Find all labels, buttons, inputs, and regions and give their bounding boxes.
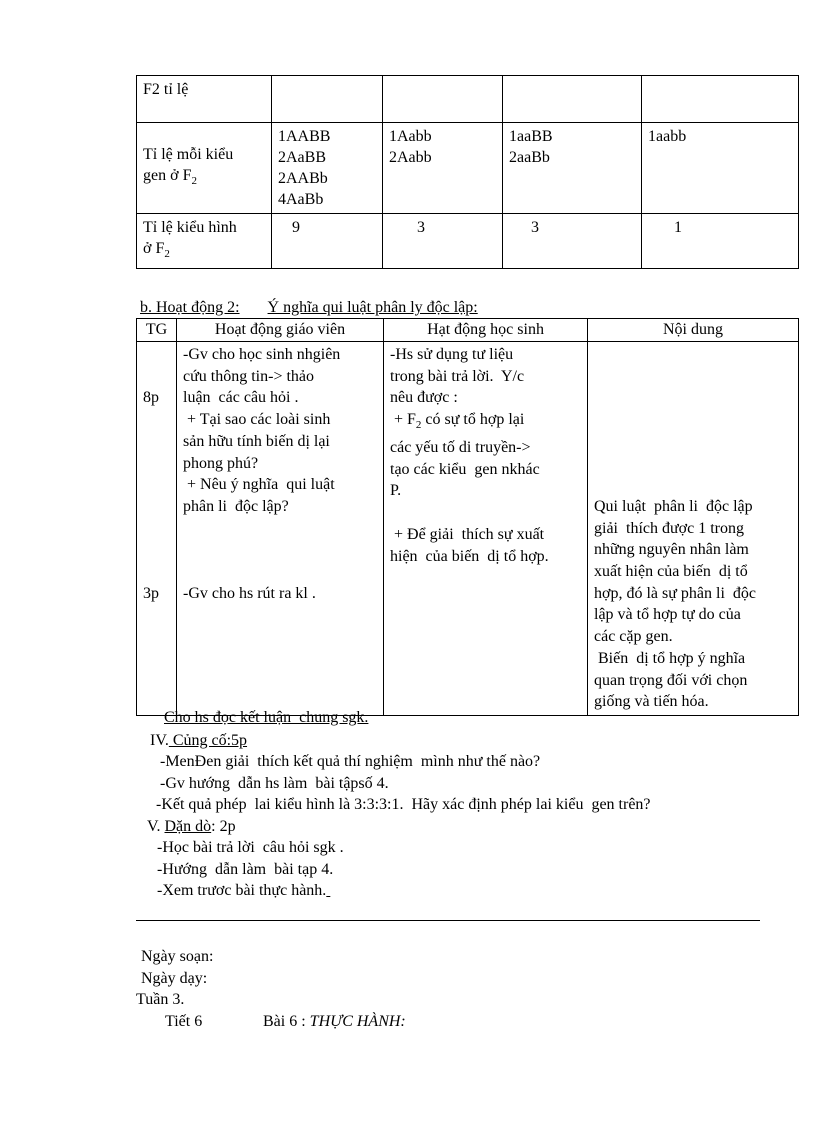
table1-cell: 1aaBB 2aaBb bbox=[503, 123, 642, 214]
iv-item: -Kết quả phép lai kiểu hình là 3:3:3:1. Hãy xác định phép lai kiểu gen trên? bbox=[156, 796, 651, 813]
section-v-heading: V. Dặn dò: 2p bbox=[147, 818, 236, 835]
ngay-soan: Ngày soạn: bbox=[141, 948, 214, 965]
content-cell: Qui luật phân li độc lập giải thích được 1 trong những nguyên nhân làm xuất hiện của biến dị tổ hợp, đó là sự phân li độc lập và tổ hợp tự do của các cặp gen. Biến dị tổ hợp ý nghĩa quan trọng đối với chọn giống và tiến hóa. bbox=[588, 342, 799, 716]
section-b-heading: b. Hoạt động 2: Ý nghĩa qui luật phân ly độc lập: bbox=[140, 299, 478, 316]
section-iv-heading: IV. Củng cố:5p bbox=[150, 732, 248, 749]
header-teacher: Hoạt động giáo viên bbox=[177, 319, 384, 342]
table1-row-genotype bbox=[137, 123, 799, 214]
table1-cell: 3 bbox=[383, 214, 503, 269]
table1-cell: 1 bbox=[642, 214, 799, 269]
ngay-day: Ngày dạy: bbox=[141, 970, 208, 987]
table1-cell: 1Aabb 2Aabb bbox=[383, 123, 503, 214]
tiet: Tiết 6 bbox=[165, 1013, 203, 1030]
conclusion-line: Cho hs đọc kết luận chung sgk. bbox=[164, 709, 369, 726]
v-item: -Xem trươc bài thực hành. bbox=[157, 882, 327, 899]
time-3p: 3p bbox=[143, 584, 159, 602]
table1-cell: 1AABB 2AaBB 2AABb 4AaBb bbox=[272, 123, 383, 214]
table1-row-label: Tỉ lệ kiểu hình ở $F_2$ bbox=[137, 214, 272, 269]
time-cell bbox=[137, 342, 177, 716]
activity-table bbox=[136, 318, 799, 716]
table2-header-row bbox=[137, 319, 799, 342]
table1-cell: 1aabb bbox=[642, 123, 799, 214]
iv-item: -MenĐen giải thích kết quả thí nghiệm mình như thế nào? bbox=[160, 753, 541, 770]
table1-row-label: Tỉ lệ mỗi kiểu gen ở $F_2$ bbox=[137, 123, 272, 214]
bai-title: Bài 6 : THỰC HÀNH: bbox=[263, 1013, 406, 1030]
v-item: -Hướng dẫn làm bài tạp 4. bbox=[157, 861, 334, 878]
student-cell: -Hs sử dụng tư liệu trong bài trả lời. Y/c nêu được : + $F_2$ có sự tổ hợp lại các yếu tố di truyền-> tạo các kiểu gen nkhác P. + Để giải thích sự xuất hiện của biến dị tổ hợp. bbox=[384, 342, 588, 716]
horizontal-rule bbox=[136, 920, 760, 921]
table1-cell: 9 bbox=[272, 214, 383, 269]
teacher-cell: -Gv cho học sinh nhgiên cứu thông tin-> thảo luận các câu hỏi . + Tại sao các loài sinh sản hữu tính biến dị lại phong phú? + Nêu ý nghĩa qui luật phân li độc lập? -Gv cho hs rút ra kl . bbox=[177, 342, 384, 716]
f2-ratio-table bbox=[136, 75, 799, 269]
header-tg: TG bbox=[137, 319, 177, 342]
v-item: -Học bài trả lời câu hỏi sgk . bbox=[157, 839, 344, 856]
tuan: Tuần 3. bbox=[136, 991, 185, 1008]
iv-item: -Gv hướng dẫn hs làm bài tậpsố 4. bbox=[160, 775, 389, 792]
header-content: Nội dung bbox=[588, 319, 799, 342]
table2-body-row bbox=[137, 342, 799, 716]
table1-row-f2 bbox=[137, 76, 799, 123]
table1-row-label: F2 tỉ lệ bbox=[137, 76, 272, 123]
time-8p: 8p bbox=[143, 389, 159, 407]
table1-row-phenotype bbox=[137, 214, 799, 269]
header-student: Hạt động học sinh bbox=[384, 319, 588, 342]
table1-cell: 3 bbox=[503, 214, 642, 269]
